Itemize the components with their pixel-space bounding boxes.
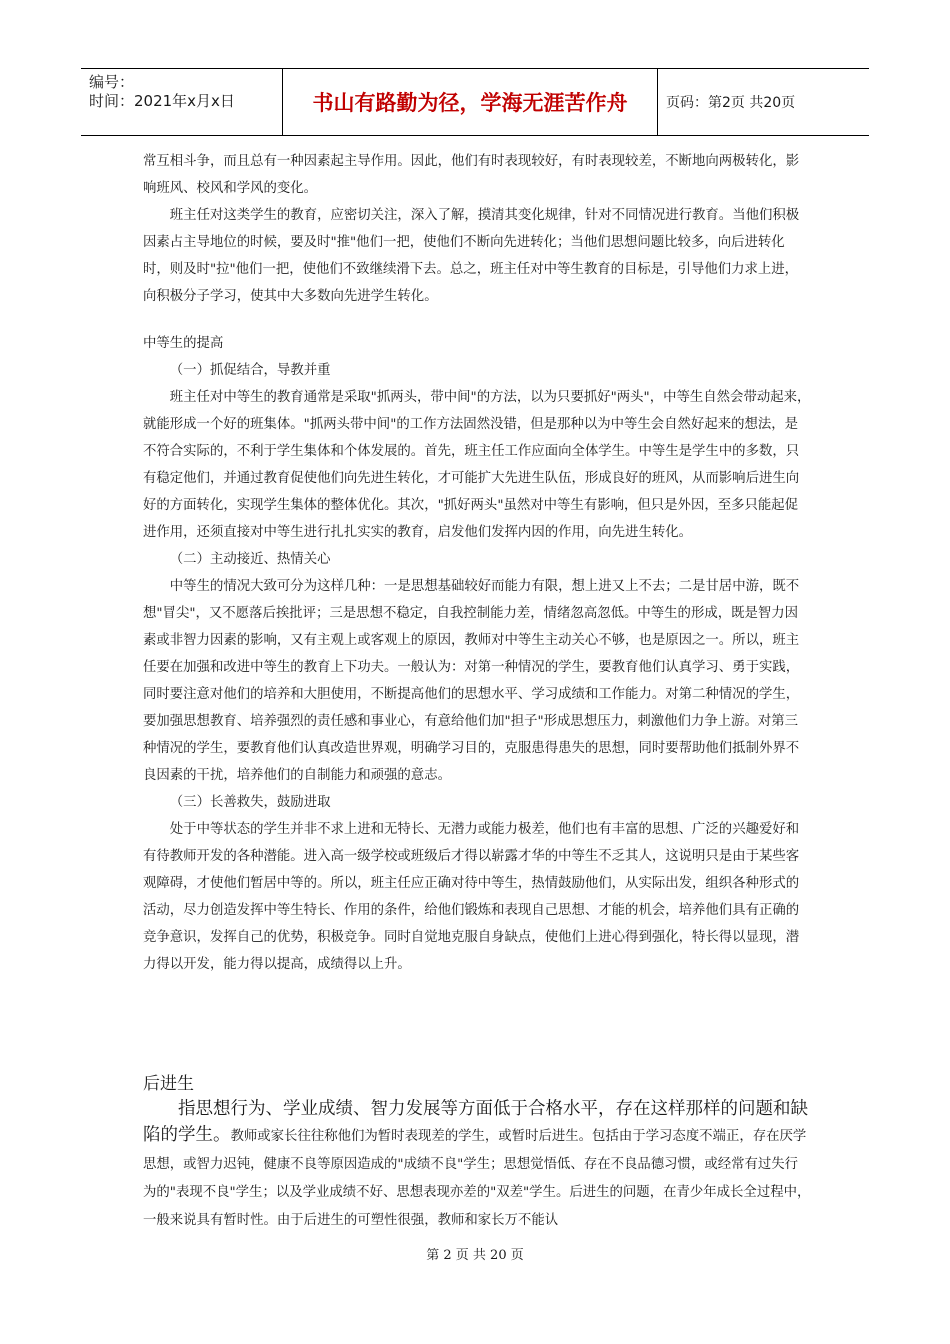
lead-sentence: 指思想行为、学业成绩、智力发展等方面低于合格水平，存在这样那样的问题和缺陷的学生。 bbox=[143, 1099, 808, 1145]
subsection-title: （二）主动接近、热情关心 bbox=[169, 552, 331, 567]
paragraph: 班主任对中等生的教育通常是采取"抓两头，带中间"的方法，以为只要抓好"两头"，中等生自然会带动起来，就能形成一个好的班集体。"抓两头带中间"的工作方法固然没错，但是那种以为中等生会自然好起来的想法，是不符合实际的，不利于学生集体和个体发展的。首先，班主任工作应面向全体学生。中等生是学生中的多数，只有稳定他们，并通过教育促使他们向先进生转化，才可能扩大先进生队伍，形成良好的班风，从而影响后进生向好的方面转化，实现学生集体的整体优化。其次，"抓好两头"虽然对中等生有影响，但只是外因，至多只能起促进作用，还须直接对中等生进行扎扎实实的教育，启发他们发挥内因的作用，向先进生转化。 bbox=[143, 390, 811, 540]
paragraph: 班主任对这类学生的教育，应密切关注，深入了解，摸清其变化规律，针对不同情况进行教育。当他们积极因素占主导地位的时候，要及时"推"他们一把，使他们不断向先进转化；当他们思想问题比较多，向后进转化时，则及时"拉"他们一把，使他们不致继续滑下去。总之，班主任对中等生教育的目标是，引导他们力求上进，向积极分子学习，使其中大多数向先进学生转化。 bbox=[143, 208, 800, 304]
time-line: 时间：2021年x月x日 bbox=[89, 92, 235, 110]
document-body bbox=[143, 148, 811, 1234]
paragraph: 中等生的情况大致可分为这样几种：一是思想基础较好而能力有限，想上进又上不去；二是甘居中游，既不想"冒尖"，又不愿落后挨批评；三是思想不稳定，自我控制能力差，情绪忽高忽低。中等生的形成，既是智力因素或非智力因素的影响，又有主观上或客观上的原因，教师对中等生主动关心不够，也是原因之一。所以，班主任要在加强和改进中等生的教育上下功夫。一般认为：对第一种情况的学生，要教育他们认真学习、勇于实践，同时要注意对他们的培养和大胆使用，不断提高他们的思想水平、学习成绩和工作能力。对第二种情况的学生，要加强思想教育、培养强烈的责任感和事业心，有意给他们加"担子"形成思想压力，刺激他们力争上游。对第三种情况的学生，要教育他们认真改造世界观，明确学习目的，克服患得患失的思想，同时要帮助他们抵制外界不良因素的干扰，培养他们的自制能力和顽强的意志。 bbox=[143, 579, 800, 783]
paragraph-rest: 教师或家长往往称他们为暂时表现差的学生，或暂时后进生。包括由于学习态度不端正，存在厌学思想，或智力迟钝，健康不良等原因造成的"成绩不良"学生；思想觉悟低、存在不良品德习惯，或经常有过失行为的"表现不良"学生；以及学业成绩不好、思想表现亦差的"双差"学生。后进生的问题，在青少年成长全过程中，一般来说具有暂时性。由于后进生的可塑性很强，教师和家长万不能认 bbox=[143, 1129, 811, 1228]
paragraph: 常互相斗争，而且总有一种因素起主导作用。因此，他们有时表现较好，有时表现较差，不断地向两极转化，影响班风、校风和学风的变化。 bbox=[143, 154, 800, 196]
motto: 书山有路勤为径，学海无涯苦作舟 bbox=[283, 69, 658, 135]
paragraph bbox=[143, 1096, 811, 1234]
subsection-title: （一）抓促结合，导教并重 bbox=[169, 363, 331, 378]
header-meta bbox=[81, 69, 283, 135]
page-footer: 第 2 页 共 20 页 bbox=[426, 1248, 524, 1263]
page-info: 页码：第2页 共20页 bbox=[666, 95, 796, 111]
section-title: 后进生 bbox=[143, 1074, 194, 1094]
paragraph: 处于中等状态的学生并非不求上进和无特长、无潜力或能力极差，他们也有丰富的思想、广泛的兴趣爱好和有待教师开发的各种潜能。进入高一级学校或班级后才得以崭露才华的中等生不乏其人，这说明只是由于某些客观障碍，才使他们暂居中等的。所以，班主任应正确对待中等生，热情鼓励他们，从实际出发，组织各种形式的活动，尽力创造发挥中等生特长、作用的条件，给他们锻炼和表现自己思想、才能的机会，培养他们具有正确的竞争意识，发挥自己的优势，积极竞争。同时自觉地克服自身缺点，使他们上进心得到强化，特长得以显现，潜力得以开发，能力得以提高，成绩得以上升。 bbox=[143, 822, 800, 972]
subsection-title: （三）长善救失，鼓励进取 bbox=[169, 795, 331, 810]
section-title: 中等生的提高 bbox=[143, 336, 224, 351]
serial-label: 编号： bbox=[89, 73, 135, 91]
header-table bbox=[81, 68, 869, 136]
